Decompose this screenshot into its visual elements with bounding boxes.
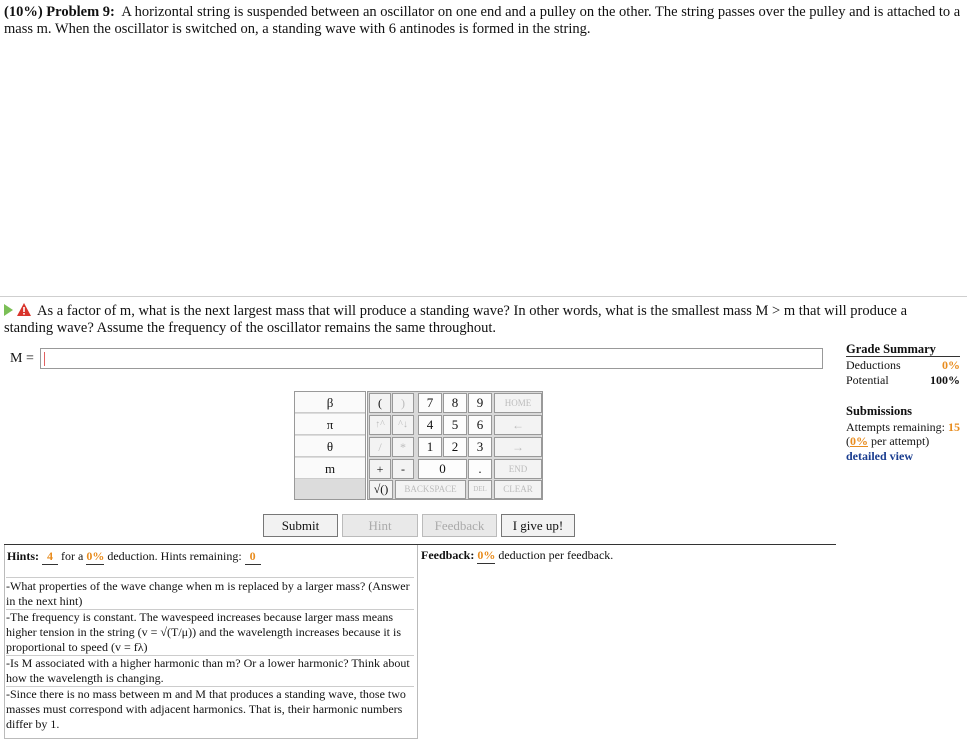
key-9[interactable]: 9	[468, 393, 492, 413]
attempts-value: 15	[947, 420, 960, 434]
key-6[interactable]: 6	[468, 415, 492, 435]
key-minus[interactable]: -	[392, 459, 414, 479]
detailed-view-link[interactable]: detailed view	[846, 449, 913, 463]
answer-input[interactable]	[40, 348, 823, 369]
key-divide[interactable]: /	[369, 437, 391, 457]
per-attempt: (0% per attempt)	[846, 434, 930, 448]
feedback-text: deduction per feedback.	[498, 548, 614, 562]
deductions-label: Deductions	[846, 358, 901, 372]
key-m[interactable]: m	[295, 458, 365, 479]
key-pi[interactable]: π	[295, 414, 365, 435]
key-right-arrow[interactable]: →	[494, 437, 542, 457]
grade-summary-title: Grade Summary	[846, 342, 936, 356]
feedback-button[interactable]: Feedback	[422, 514, 497, 537]
deductions-value: 0%	[942, 358, 960, 372]
submissions-title: Submissions	[846, 404, 913, 418]
hint-item: -Since there is no mass between m and M that produces a standing wave, those two masses must correspond with adjacent harmonics. That is, their harmonic numbers differ by 1.	[6, 686, 414, 732]
attempts-label: Attempts remaining:	[846, 420, 945, 434]
hints-label: Hints:	[7, 549, 40, 563]
hints-list	[6, 577, 414, 732]
key-open-paren[interactable]: (	[369, 393, 391, 413]
key-beta[interactable]: β	[295, 392, 365, 413]
key-power-down[interactable]: ^↓	[392, 415, 414, 435]
key-backspace[interactable]: BACKSPACE	[395, 480, 466, 499]
potential-value: 100%	[930, 373, 960, 387]
key-end[interactable]: END	[494, 459, 542, 479]
key-home[interactable]: HOME	[494, 393, 542, 413]
key-3[interactable]: 3	[468, 437, 492, 457]
key-left-arrow[interactable]: ←	[494, 415, 542, 435]
hint-item: -What properties of the wave change when m is replaced by a larger mass? (Answer in the next hint)	[6, 579, 410, 608]
hints-count: 4	[42, 549, 58, 565]
key-2[interactable]: 2	[443, 437, 467, 457]
key-multiply[interactable]: *	[392, 437, 414, 457]
hints-remaining: 0	[245, 549, 261, 565]
key-del[interactable]: DEL	[468, 480, 492, 499]
key-theta[interactable]: θ	[295, 436, 365, 457]
hints-deduction: 0%	[86, 549, 105, 563]
key-4[interactable]: 4	[418, 415, 442, 435]
key-plus[interactable]: +	[369, 459, 391, 479]
key-power-up[interactable]: ↑^	[369, 415, 391, 435]
problem-heading: (10%) Problem 9:	[4, 4, 115, 20]
hints-for-a: for a	[61, 549, 84, 563]
key-0[interactable]: 0	[418, 459, 467, 479]
hint-button[interactable]: Hint	[342, 514, 418, 537]
play-icon[interactable]	[4, 304, 13, 316]
key-close-paren[interactable]: )	[392, 393, 414, 413]
text-caret	[44, 352, 45, 366]
per-attempt-label: per attempt)	[871, 434, 930, 448]
key-7[interactable]: 7	[418, 393, 442, 413]
key-clear[interactable]: CLEAR	[494, 480, 542, 499]
hint-item: -The frequency is constant. The wavespeed increases because larger mass means higher tension in the string (v = √(T/μ)) and the wavelength increases because it is proportional to speed (v = fλ)	[6, 609, 414, 655]
problem-body: A horizontal string is suspended between an oscillator on one end and a pulley on the other. The string passes over the pulley and is attached to a mass m. When the oscillator is switched on, a standing wave with 6 antinodes is formed in the string.	[4, 4, 961, 37]
key-5[interactable]: 5	[443, 415, 467, 435]
per-attempt-value: 0%	[850, 434, 868, 448]
attempts-remaining	[846, 420, 960, 435]
feedback-header	[421, 548, 613, 564]
problem-statement	[4, 4, 964, 38]
question	[4, 303, 934, 337]
key-1[interactable]: 1	[418, 437, 442, 457]
question-text: As a factor of m, what is the next largest mass that will produce a standing wave? In other words, what is the smallest mass M > m that will produce a standing wave? Assume the frequency of the oscillator remains the same throughout.	[4, 303, 908, 336]
answer-label: M =	[10, 351, 34, 366]
hints-panel	[4, 545, 418, 739]
grade-summary-underline	[846, 356, 960, 357]
give-up-button[interactable]: I give up!	[501, 514, 575, 537]
submit-button[interactable]: Submit	[263, 514, 338, 537]
feedback-deduction: 0%	[477, 548, 496, 562]
potential-label: Potential	[846, 373, 889, 387]
key-sqrt[interactable]: √()	[369, 480, 393, 499]
feedback-label: Feedback:	[421, 548, 475, 562]
hints-header	[7, 549, 261, 565]
warning-icon	[17, 303, 31, 316]
key-decimal[interactable]: .	[468, 459, 492, 479]
divider	[0, 296, 967, 297]
hint-item: -Is M associated with a higher harmonic than m? Or a lower harmonic? Think about how the wavelength is changing.	[6, 655, 414, 686]
hints-deduction-text: deduction. Hints remaining:	[107, 549, 242, 563]
key-8[interactable]: 8	[443, 393, 467, 413]
